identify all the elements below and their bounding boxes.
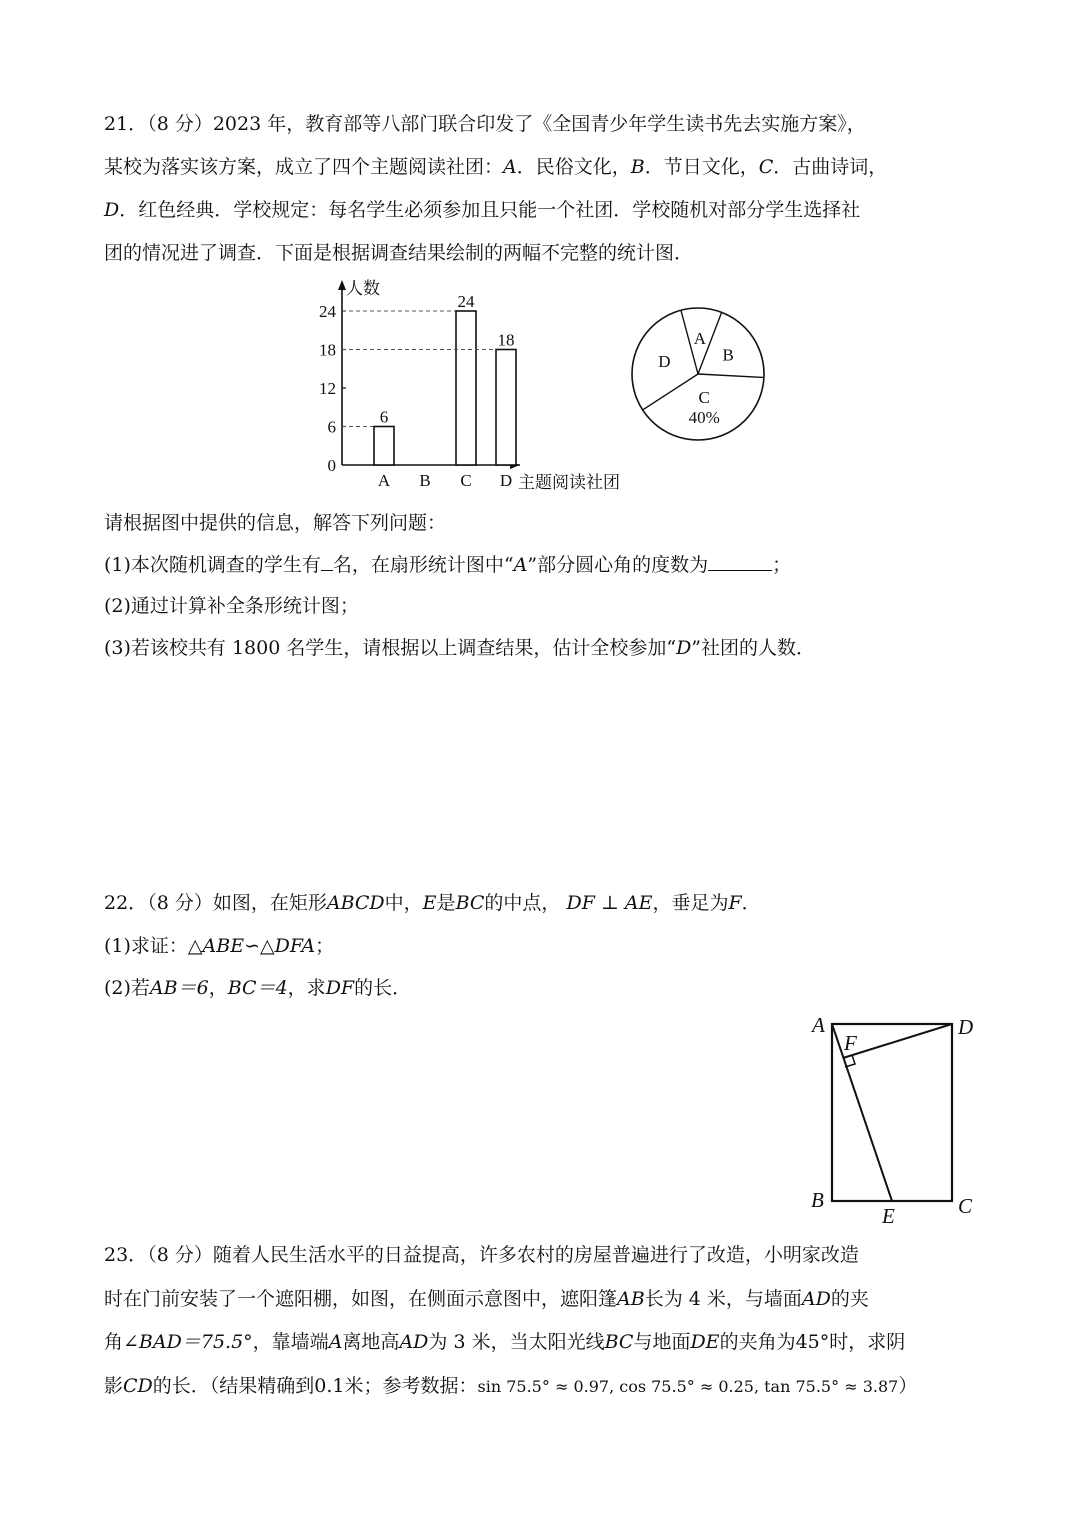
q23-score: （8 分） (147, 1244, 213, 1266)
q21-prompt (104, 509, 1010, 537)
bar-c (456, 311, 476, 465)
pie-percent-c: 40% (688, 408, 720, 428)
q21-sub1-part-b: 名，在扇形统计图中“ (332, 554, 514, 576)
q21-sub1-part-c: A (513, 554, 528, 576)
q22-sub1 (104, 932, 1010, 960)
club-a-label: A (503, 156, 517, 178)
q21-prompt-text: 请根据图中提供的信息，解答下列问题： (104, 512, 447, 534)
pie-label-b: B (722, 345, 734, 365)
q23-reference-data: sin 75.5° ≈ 0.97, cos 75.5° ≈ 0.25, tan 75.5° ≈ 3.87 (477, 1377, 899, 1396)
q21-sub1-part-a: (1)本次随机调查的学生有 (104, 554, 321, 576)
q22-point-f: F (728, 892, 742, 914)
q23-line-3-j: DE (690, 1331, 720, 1353)
q23-line-4-c: 的长．（结果精确到0.1米；参考数据： (152, 1375, 478, 1397)
q21-sub3-part-c: ”社团的人数． (691, 637, 816, 659)
x-tick-label: C (460, 471, 472, 490)
club-c-text: ．古曲诗词， (773, 156, 888, 178)
q23-line-2-d: AD (801, 1288, 831, 1310)
q23-line-4-b: CD (123, 1375, 153, 1397)
q21-line-2 (104, 153, 1010, 181)
q23-line-2 (104, 1285, 1010, 1313)
q22-sub2-part-d: BC＝4 (227, 977, 288, 999)
y-tick-label: 12 (319, 379, 336, 398)
q22-sub2-part-c: ， (208, 977, 228, 999)
q21-number: 21． (104, 113, 148, 135)
q23-number: 23． (104, 1244, 148, 1266)
q22-sub1-part-c: ； (315, 935, 335, 957)
q21-sub2 (104, 592, 1010, 620)
q21-sub3-part-b: D (676, 637, 692, 659)
q22-sub2 (104, 974, 1010, 1002)
q23-line-3-f: AD (399, 1331, 429, 1353)
rectangle-figure (800, 1010, 990, 1230)
x-tick-label: B (419, 471, 431, 490)
pie-chart (624, 302, 772, 450)
q23-line-3-h: BC (604, 1331, 634, 1353)
q22-text-f: ． (741, 892, 761, 914)
q21-score: （8 分） (147, 113, 213, 135)
club-d-text: ．红色经典．学校规定：每名学生必须参加且只能一个社团．学校随机对部分学生选择社 (119, 199, 861, 221)
q22-text-d: 的中点， (484, 892, 561, 914)
q21-text-2: 某校为落实该方案，成立了四个主题阅读社团： (104, 156, 504, 178)
q22-score: （8 分） (147, 892, 213, 914)
q22-text-c: 是 (436, 892, 456, 914)
q23-line-3-g: 为 3 米，当太阳光线 (428, 1331, 605, 1353)
q21-text-4: 团的情况进了调查．下面是根据调查结果绘制的两幅不完整的统计图． (104, 242, 694, 264)
q21-sub1 (104, 550, 1010, 579)
label-c: C (958, 1194, 973, 1218)
y-tick-label: 0 (327, 456, 336, 475)
y-tick-label: 24 (319, 302, 336, 321)
q23-line-3 (104, 1328, 1010, 1356)
q21-sub2-text: (2)通过计算补全条形统计图； (104, 595, 359, 617)
pie-label-d: D (658, 352, 671, 372)
q22-rect: ABCD (326, 892, 385, 914)
y-tick-label: 6 (327, 417, 336, 437)
q23-line-3-k: 的夹角为45°时，求阴 (719, 1331, 906, 1353)
q21-line-3 (104, 196, 1010, 224)
q22-text-e: ，垂足为 (652, 892, 729, 914)
answer-blank-count[interactable] (321, 550, 333, 571)
club-a-text: ．民俗文化， (516, 156, 631, 178)
label-a: A (812, 1013, 825, 1037)
bar-chart (300, 272, 640, 494)
q21-line-4 (104, 239, 1010, 267)
q21-sub1-part-e: ； (772, 554, 792, 576)
pie-label-c: C (698, 388, 710, 408)
q23-line-4 (104, 1372, 1010, 1401)
segment-ae (832, 1024, 892, 1201)
q23-line-4-e: ） (898, 1375, 918, 1397)
club-b-text: ．节日文化， (644, 156, 759, 178)
label-d: D (958, 1015, 974, 1039)
club-c-label: C (758, 156, 774, 178)
bar-data-label: 24 (457, 292, 475, 311)
q23-line-2-a: 时在门前安装了一个遮阳棚，如图，在侧面示意图中，遮阳篷 (104, 1288, 618, 1310)
q21-sub1-part-d: ”部分圆心角的度数为 (527, 554, 709, 576)
bar-a (374, 427, 394, 466)
label-b: B (811, 1188, 824, 1212)
q23-line-1-text: 随着人民生活水平的日益提高，许多农村的房屋普遍进行了改造，小明家改造 (212, 1244, 859, 1266)
x-tick-label: D (499, 471, 513, 490)
q22-sub1-part-b: △ABE∽△DFA (187, 935, 316, 957)
bar-data-label: 6 (379, 407, 389, 427)
q23-line-3-c: ，靠墙端 (252, 1331, 329, 1353)
label-f: F (844, 1031, 857, 1055)
bar-data-label: 18 (497, 330, 515, 350)
label-e: E (882, 1204, 895, 1228)
q23-line-3-b: ∠BAD＝75.5° (123, 1331, 253, 1353)
y-tick-label: 18 (319, 340, 336, 360)
q22-number: 22． (104, 892, 148, 914)
q23-line-1 (104, 1241, 1010, 1269)
q22-line-1 (104, 889, 1010, 917)
q22-point-e: E (422, 892, 437, 914)
y-axis-arrow (338, 280, 346, 290)
q23-line-3-i: 与地面 (633, 1331, 691, 1353)
q22-sub1-part-a: (1)求证： (104, 935, 188, 957)
bar-d (496, 350, 516, 466)
q21-text-1: 2023 年，教育部等八部门联合印发了《全国青少年学生读书先去实施方案》， (212, 113, 866, 135)
q21-line-1 (104, 110, 1010, 138)
club-b-label: B (630, 156, 645, 178)
q22-sub2-part-e: ，求 (287, 977, 326, 999)
q21-sub3-part-a: (3)若该校共有 1800 名学生，请根据以上调查结果，估计全校参加“ (104, 637, 677, 659)
q23-line-2-c: 长为 4 米，与墙面 (644, 1288, 802, 1310)
q22-segment-bc: BC (455, 892, 485, 914)
q23-line-2-e: 的夹 (830, 1288, 869, 1310)
club-d-label: D (104, 199, 120, 221)
q22-sub2-part-g: 的长． (354, 977, 412, 999)
segment-df (843, 1024, 952, 1058)
q23-line-2-b: AB (617, 1288, 645, 1310)
q22-perp: DF ⊥ AE (566, 892, 653, 914)
x-tick-label: A (377, 471, 391, 490)
answer-blank-angle[interactable] (708, 550, 772, 571)
q22-text-b: 中， (384, 892, 423, 914)
q23-line-4-a: 影 (104, 1375, 124, 1397)
q23-line-3-d: A (328, 1331, 343, 1353)
pie-label-a: A (693, 329, 707, 349)
x-axis-label: 主题阅读社团 (518, 473, 620, 492)
q22-text-a: 如图，在矩形 (212, 892, 327, 914)
q22-sub2-part-b: AB＝6 (149, 977, 209, 999)
q23-line-3-e: 离地高 (342, 1331, 400, 1353)
q22-sub2-part-f: DF (325, 977, 355, 999)
q21-sub3 (104, 634, 1010, 662)
q22-sub2-part-a: (2)若 (104, 977, 150, 999)
q23-line-3-a: 角 (104, 1331, 124, 1353)
y-axis-label: 人数 (346, 279, 380, 298)
